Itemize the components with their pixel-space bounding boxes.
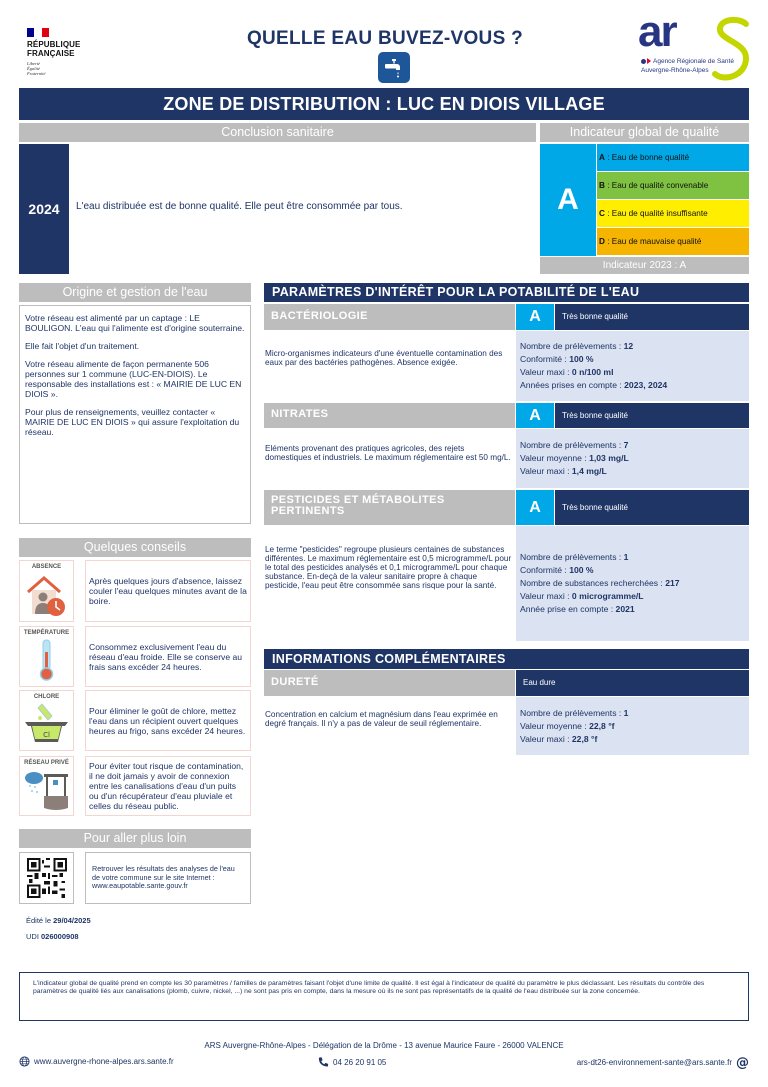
stat-value: 100 % xyxy=(569,565,594,575)
motto-egalite: Égalité xyxy=(27,66,40,71)
stat-row xyxy=(520,577,749,590)
stat-label: Valeur maxi : xyxy=(520,733,572,744)
stat-label: Année prise en compte : xyxy=(520,604,616,614)
grade-letter: D xyxy=(599,237,605,246)
stat-value: 100 % xyxy=(569,354,594,364)
website-text[interactable]: www.auvergne-rhone-alpes.ars.sante.fr xyxy=(34,1057,174,1066)
tip-label: RÉSEAU PRIVÉ xyxy=(24,760,69,766)
stat-value: 217 xyxy=(665,578,680,588)
param-grade-badge: A xyxy=(516,304,554,330)
stat-label: Nombre de prélèvements : xyxy=(520,341,624,351)
edited-date: 29/04/2025 xyxy=(53,916,91,925)
rf-motto xyxy=(27,61,97,76)
parameters-heading: PARAMÈTRES D'INTÉRÊT POUR LA POTABILITÉ DE L'EAU xyxy=(264,283,749,302)
param-grade-badge: A xyxy=(516,490,554,525)
indicator-heading: Indicateur global de qualité xyxy=(540,123,749,142)
udi-label: UDI xyxy=(26,932,41,941)
origin-paragraph: Elle fait l'objet d'un traitement. xyxy=(25,341,140,351)
stat-label: Conformité : xyxy=(520,565,570,575)
stat-label: Années prises en compte : xyxy=(520,380,625,390)
param-description: Eléments provenant des pratiques agricoles, des rejets domestiques et industriels. Le maximum réglementaire est 50 mg/L. xyxy=(265,444,511,462)
grade-letter: B xyxy=(599,181,605,190)
stat-row xyxy=(520,465,749,478)
motto-fraternite: Fraternité xyxy=(27,71,46,76)
stat-label: Nombre de prélèvements : xyxy=(520,552,624,562)
ars-agency-line xyxy=(641,58,734,65)
stat-value: 22,8 °f xyxy=(589,720,615,731)
ars-s-icon xyxy=(712,16,752,86)
house-clock-icon xyxy=(20,570,73,618)
phone-text[interactable]: 04 26 20 91 05 xyxy=(333,1057,387,1067)
stat-row xyxy=(520,551,749,564)
info-description: Concentration en calcium et magnésium dans l'eau exprimée en degré français. Il n'y a pas de valeur de seuil réglementaire. xyxy=(265,710,498,728)
phone-icon xyxy=(318,1056,329,1068)
stat-label: Valeur moyenne : xyxy=(520,720,590,731)
ars-region: Auvergne-Rhône-Alpes xyxy=(641,67,709,74)
ars-logo-text: ar xyxy=(638,7,676,56)
param-name-nitrates: NITRATES xyxy=(264,403,515,428)
tip-label: TEMPÉRATURE xyxy=(23,630,70,636)
stat-value: 2023, 2024 xyxy=(624,380,668,390)
french-flag-icon xyxy=(27,28,49,37)
tip-reseau-prive-card xyxy=(19,756,74,816)
water-tap-icon xyxy=(378,52,410,83)
grade-scale-c xyxy=(597,200,749,227)
origin-heading: Origine et gestion de l'eau xyxy=(19,283,251,302)
tip-absence-text: Après quelques jours d'absence, laissez couler l'eau quelques minutes avant de la boire. xyxy=(85,560,251,622)
stat-row xyxy=(520,707,749,720)
param-name-bacteriologie: BACTÉRIOLOGIE xyxy=(264,304,515,330)
info-name-durete: DURETÉ xyxy=(264,670,515,696)
origin-paragraph: Pour plus de renseignements, veuillez contacter « MAIRIE DE LUC EN DIOIS » qui assure l'exploitation du réseau. xyxy=(25,407,240,437)
stat-row xyxy=(520,439,749,452)
footer-phone-link[interactable] xyxy=(318,1056,386,1068)
param-name-pesticides: PESTICIDES ET MÉTABOLITES PERTINENTS xyxy=(264,490,515,525)
footer-email-link[interactable] xyxy=(577,1056,749,1069)
chlorine-basin-icon xyxy=(20,700,73,748)
stat-label: Nombre de prélèvements : xyxy=(520,440,624,450)
edited-date-line xyxy=(26,916,91,925)
svg-text:Cl: Cl xyxy=(43,731,50,739)
stat-row xyxy=(520,733,749,746)
tip-temperature-card xyxy=(19,626,74,687)
edited-label: Édité le xyxy=(26,916,54,925)
stat-value: 1 xyxy=(623,552,629,562)
stat-value: 0 microgramme/L xyxy=(571,591,644,601)
stat-value: 0 n/100 ml xyxy=(571,367,614,377)
param-stats-bacteriologie xyxy=(516,331,749,401)
stat-row xyxy=(520,366,749,379)
rf-title-line1: RÉPUBLIQUE xyxy=(27,40,81,49)
further-text: Retrouver les résultats des analyses de l'eau de votre commune sur le site Internet : www.eaupotable.sante.gouv.fr xyxy=(85,852,251,904)
param-quality-label: Très bonne qualité xyxy=(555,403,749,428)
footer-website-link[interactable] xyxy=(19,1056,174,1067)
stat-row xyxy=(520,603,749,616)
qr-code-icon xyxy=(27,858,67,898)
grade-label: : Eau de qualité convenable xyxy=(604,181,709,190)
qr-code[interactable] xyxy=(19,852,74,904)
tip-reseau-prive-text: Pour éviter tout risque de contamination, il ne doit jamais y avoir de connexion entre les canalisations d'eau d'un puits ou d'un récupérateur d'eau pluviale et celles du réseau public. xyxy=(85,756,251,816)
ars-triangle-icon xyxy=(647,58,651,64)
stat-value: 2021 xyxy=(615,604,635,614)
ars-agency: Agence Régionale de Santé xyxy=(653,58,734,65)
email-text[interactable]: ars-dt26-environnement-sante@ars.sante.fr xyxy=(576,1058,732,1067)
info-stats-durete xyxy=(516,697,749,755)
grade-letter: A xyxy=(599,153,605,162)
ars-dot-icon xyxy=(641,59,646,64)
param-description: Micro-organismes indicateurs d'une éventuelle contamination des eaux par des bactéries pathogènes. Absence exigée. xyxy=(265,349,503,367)
well-rain-icon xyxy=(20,766,73,814)
indicator-note: L'indicateur global de qualité prend en compte les 30 paramètres / familles de paramètres faisant l'objet d'une limite de qualité. Il est égal à l'indicateur de qualité du paramètre le plus déclassant. Les résultats du contrôle des paramètres de qualité liés aux canalisations (plomb, cuivre, nickel, ...) ne sont pas pris en compte, dans la mesure où ils ne sont pas représentatifs de la qualité de l'eau distribuée sur la zone concernée. xyxy=(19,972,749,1021)
further-heading: Pour aller plus loin xyxy=(19,829,251,848)
stat-value: 1,03 mg/L xyxy=(589,453,629,463)
previous-indicator: Indicateur 2023 : A xyxy=(540,257,749,274)
tip-label: ABSENCE xyxy=(31,564,62,570)
stat-label: Nombre de substances recherchées : xyxy=(520,578,666,588)
udi-line xyxy=(26,932,79,941)
grade-label: : Eau de qualité insuffisante xyxy=(604,209,708,218)
svg-text:@: @ xyxy=(736,1056,749,1069)
stat-value: 1,4 mg/L xyxy=(571,466,607,476)
origin-paragraph: Votre réseau est alimenté par un captage : LE BOULIGON. L'eau qui l'alimente est d'origine souterraine. xyxy=(25,313,245,333)
grade-label: : Eau de bonne qualité xyxy=(604,153,690,162)
stat-label: Nombre de prélèvements : xyxy=(520,707,624,718)
page-title: QUELLE EAU BUVEZ-VOUS ? xyxy=(246,28,524,49)
param-description: Le terme "pesticides" regroupe plusieurs centaines de substances différentes. Le maximum réglementaire est 0,5 microgramme/L pour le total des pesticides analysés et 0,1 microgramme/L pour chaque substance. En-deçà de la valeur sanitaire propre à chaque pesticide, l'eau peut être consommée sans risque pour la santé. xyxy=(265,545,512,590)
tip-chlore-card xyxy=(19,690,74,751)
stat-value: 1 xyxy=(623,707,629,718)
stat-row xyxy=(520,452,749,465)
param-stats-pesticides xyxy=(516,526,749,641)
stat-label: Valeur maxi : xyxy=(520,466,572,476)
rf-title-line2: FRANÇAISE xyxy=(27,49,75,58)
zone-title-banner: ZONE DE DISTRIBUTION : LUC EN DIOIS VILLAGE xyxy=(19,88,749,120)
stat-value: 7 xyxy=(623,440,629,450)
info-heading: INFORMATIONS COMPLÉMENTAIRES xyxy=(264,649,749,669)
globe-icon xyxy=(19,1056,30,1067)
stat-label: Valeur moyenne : xyxy=(520,453,590,463)
stat-row xyxy=(520,353,749,366)
param-grade-badge: A xyxy=(516,403,554,428)
param-stats-nitrates xyxy=(516,429,749,488)
grade-scale-d xyxy=(597,228,749,255)
stat-row xyxy=(520,590,749,603)
stat-value: 12 xyxy=(623,341,634,351)
origin-paragraph: Votre réseau alimente de façon permanente 506 personnes sur 1 commune (LUC-EN-DIOIS). Le responsable des installations est : « MAIRIE DE LUC EN DIOIS ». xyxy=(25,359,242,399)
ars-logo xyxy=(638,7,753,88)
origin-panel xyxy=(19,305,251,524)
conclusion-year: 2024 xyxy=(19,144,69,274)
stat-row xyxy=(520,379,749,392)
stat-row xyxy=(520,340,749,353)
stat-value: 22,8 °f xyxy=(571,733,598,744)
tip-chlore-text: Pour éliminer le goût de chlore, mettez l'eau dans un récipient ouvert quelques heures au frigo, sans excéder 24 heures. xyxy=(85,690,251,751)
at-sign-icon xyxy=(736,1056,749,1069)
thermometer-icon xyxy=(20,636,73,684)
motto-liberte: Liberté xyxy=(27,61,40,66)
stat-label: Valeur maxi : xyxy=(520,591,572,601)
udi-value: 026000908 xyxy=(41,932,79,941)
conclusion-heading: Conclusion sanitaire xyxy=(19,123,536,142)
grade-label: : Eau de mauvaise qualité xyxy=(604,237,702,246)
republique-francaise-logo xyxy=(27,28,97,76)
info-quality-label: Eau dure xyxy=(516,670,749,696)
param-quality-label: Très bonne qualité xyxy=(555,304,749,330)
stat-label: Valeur maxi : xyxy=(520,367,572,377)
param-quality-label: Très bonne qualité xyxy=(555,490,749,525)
grade-letter: C xyxy=(599,209,605,218)
grade-scale-a xyxy=(597,144,749,171)
footer-address: ARS Auvergne-Rhône-Alpes - Délégation de la Drôme - 13 avenue Maurice Faure - 26000 VALENCE xyxy=(204,1041,564,1050)
tip-temperature-text: Consommez exclusivement l'eau du réseau d'eau froide. Elle se conserve au frais sans excéder 24 heures. xyxy=(85,626,251,687)
stat-label: Conformité : xyxy=(520,354,570,364)
global-grade-badge: A xyxy=(540,144,596,256)
conseils-heading: Quelques conseils xyxy=(19,538,251,557)
tip-label: CHLORE xyxy=(33,694,60,700)
tip-absence-card xyxy=(19,560,74,622)
stat-row xyxy=(520,564,749,577)
stat-row xyxy=(520,720,749,733)
conclusion-text: L'eau distribuée est de bonne qualité. Elle peut être consommée par tous. xyxy=(76,201,403,212)
grade-scale-b xyxy=(597,172,749,199)
